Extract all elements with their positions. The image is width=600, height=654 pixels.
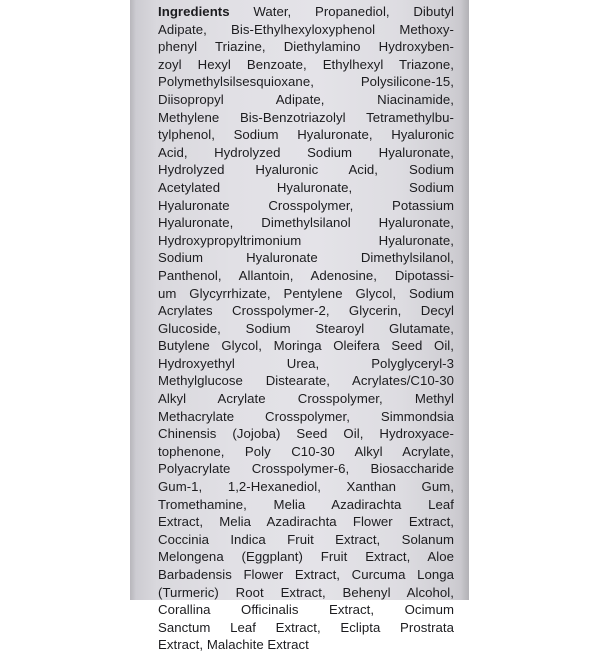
- ingredients-line: Hyaluronate, Dimethylsilanol Hyaluronate,: [158, 215, 454, 231]
- ingredients-line: (Turmeric) Root Extract, Behenyl Alcohol,: [158, 584, 454, 600]
- ingredients-line: Adipate, Bis-Ethylhexyloxyphenol Methoxy-: [158, 21, 454, 37]
- ingredients-line-1: [158, 3, 454, 21]
- ingredients-line: Butylene Glycol, Moringa Oleifera Seed Oil,: [158, 338, 454, 354]
- tube-shadow-right: [461, 0, 469, 600]
- ingredients-line: Hydrolyzed Hyaluronic Acid, Sodium: [158, 162, 454, 178]
- ingredients-line: tylphenol, Sodium Hyaluronate, Hyaluronic: [158, 127, 454, 143]
- ingredients-line: Acid, Hydrolyzed Sodium Hyaluronate,: [158, 144, 454, 160]
- ingredients-line: Methylene Bis-Benzotriazolyl Tetramethylbu-: [158, 109, 454, 125]
- ingredients-line: Melongena (Eggplant) Fruit Extract, Aloe: [158, 549, 454, 565]
- ingredients-line: Extract, Malachite Extract: [158, 637, 309, 653]
- ingredients-line: Hydroxypropyltrimonium Hyaluronate,: [158, 232, 454, 248]
- tube-label-panel: [130, 0, 469, 653]
- ingredients-line: zoyl Hexyl Benzoate, Ethylhexyl Triazone,: [158, 56, 454, 72]
- ingredients-line: Gum-1, 1,2-Hexanediol, Xanthan Gum,: [158, 479, 454, 495]
- ingredients-line: Alkyl Acrylate Crosspolymer, Methyl: [158, 391, 454, 407]
- ingredients-line: Coccinia Indica Fruit Extract, Solanum: [158, 531, 454, 547]
- ingredients-line: Polyacrylate Crosspolymer-6, Biosaccharide: [158, 461, 454, 477]
- ingredients-line: Barbadensis Flower Extract, Curcuma Longa: [158, 567, 454, 582]
- ingredients-line: Chinensis (Jojoba) Seed Oil, Hydroxyace-: [158, 426, 454, 442]
- ingredients-line: Sanctum Leaf Extract, Eclipta Prostrata: [158, 619, 454, 635]
- ingredients-heading: Ingredients: [158, 4, 230, 19]
- ingredients-line: um Glycyrrhizate, Pentylene Glycol, Sodium: [158, 285, 454, 301]
- ingredients-line: Tromethamine, Melia Azadirachta Leaf: [158, 496, 454, 512]
- ingredients-line: Methylglucose Distearate, Acrylates/C10-30: [158, 373, 454, 389]
- ingredients-line: Acetylated Hyaluronate, Sodium: [158, 179, 454, 195]
- tube-shadow-left: [130, 0, 136, 600]
- ingredients-line-text: Water, Propanediol, Dibutyl: [253, 4, 455, 19]
- ingredients-line: Polymethylsilsesquioxane, Polysilicone-15,: [158, 74, 454, 90]
- ingredients-line: Extract, Melia Azadirachta Flower Extract,: [158, 514, 454, 530]
- ingredients-line: Panthenol, Allantoin, Adenosine, Dipotassi-: [158, 267, 454, 283]
- ingredients-line: Hyaluronate Crosspolymer, Potassium: [158, 197, 454, 213]
- ingredients-line: tophenone, Poly C10-30 Alkyl Acrylate,: [158, 443, 454, 459]
- ingredients-line: Acrylates Crosspolymer-2, Glycerin, Decyl: [158, 303, 454, 319]
- ingredients-line: Glucoside, Sodium Stearoyl Glutamate,: [158, 320, 454, 336]
- ingredients-line: Corallina Officinalis Extract, Ocimum: [158, 602, 454, 618]
- ingredients-line: Sodium Hyaluronate Dimethylsilanol,: [158, 250, 454, 266]
- ingredients-line: phenyl Triazine, Diethylamino Hydroxyben-: [158, 39, 454, 55]
- ingredients-line: Methacrylate Crosspolymer, Simmondsia: [158, 408, 454, 424]
- ingredients-line: Diisopropyl Adipate, Niacinamide,: [158, 91, 454, 107]
- ingredients-line: Hydroxyethyl Urea, Polyglyceryl-3: [158, 355, 454, 371]
- ingredients-list: [158, 3, 454, 654]
